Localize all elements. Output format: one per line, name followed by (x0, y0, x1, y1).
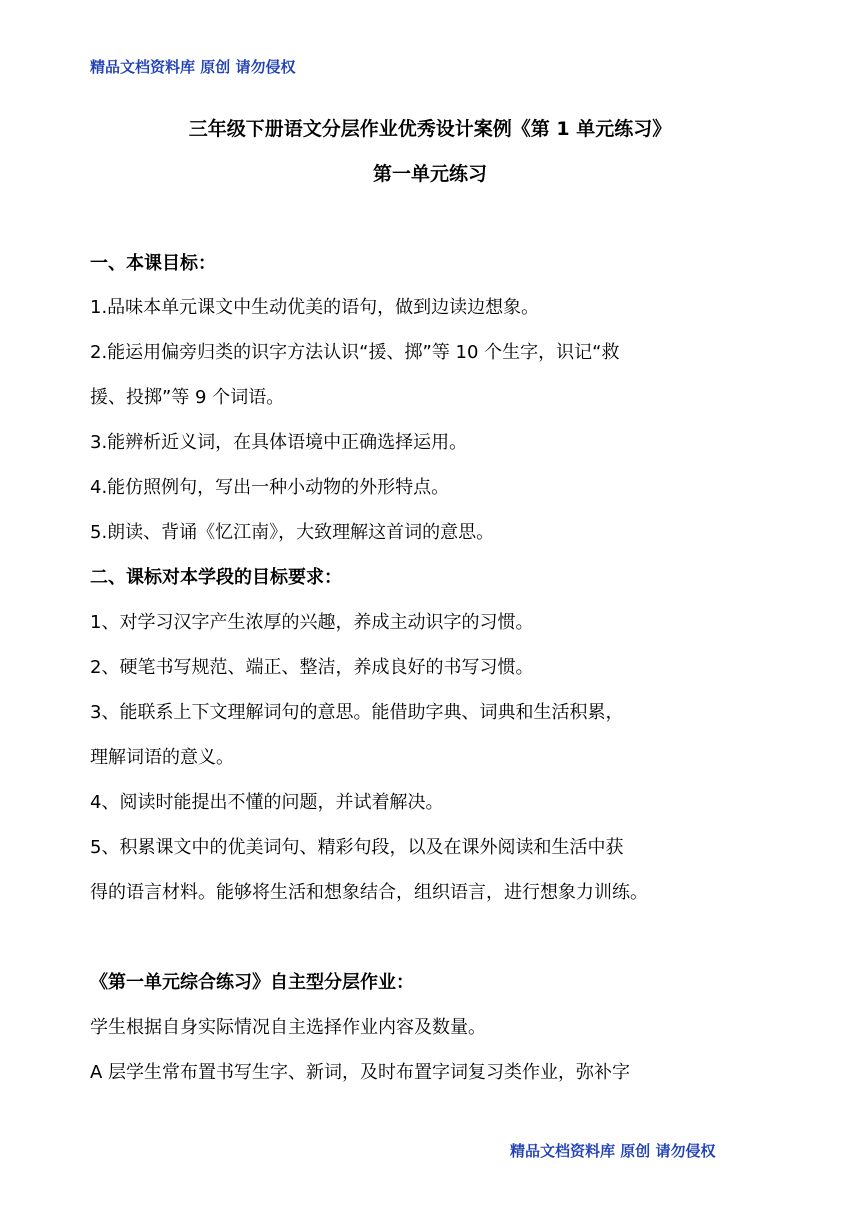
goal-line: 5.朗读、背诵《忆江南》，大致理解这首词的意思。 (90, 522, 495, 543)
standard-line: 5、积累课文中的优美词句、精彩句段，以及在课外阅读和生活中获 (90, 837, 624, 858)
section-heading-standards: 二、课标对本学段的目标要求： (90, 567, 342, 588)
section-heading-goals: 一、本课目标： (90, 253, 216, 274)
goal-line: 援、投掷”等 9 个词语。 (90, 387, 285, 408)
standard-line: 3、能联系上下文理解词句的意思。能借助字典、词典和生活积累， (90, 702, 624, 723)
watermark-footer: 精品文档资料库 原创 请勿侵权 (510, 1142, 716, 1160)
standard-line: 理解词语的意义。 (90, 747, 234, 768)
watermark-header: 精品文档资料库 原创 请勿侵权 (90, 58, 296, 76)
homework-line: A 层学生常布置书写生字、新词，及时布置字词复习类作业，弥补字 (90, 1062, 631, 1083)
section-heading-homework: 《第一单元综合练习》自主型分层作业： (90, 972, 414, 993)
goal-line: 1.品味本单元课文中生动优美的语句，做到边读边想象。 (90, 297, 540, 318)
goal-line: 2.能运用偏旁归类的识字方法认识“援、掷”等 10 个生字，识记“救 (90, 342, 620, 363)
standard-line: 1、对学习汉字产生浓厚的兴趣，养成主动识字的习惯。 (90, 612, 534, 633)
standard-line: 得的语言材料。能够将生活和想象结合，组织语言，进行想象力训练。 (90, 882, 648, 903)
goal-line: 3.能辨析近义词，在具体语境中正确选择运用。 (90, 432, 468, 453)
document-subtitle: 第一单元练习 (372, 163, 487, 185)
goal-line: 4.能仿照例句，写出一种小动物的外形特点。 (90, 477, 450, 498)
document-title: 三年级下册语文分层作业优秀设计案例《第 1 单元练习》 (188, 118, 672, 140)
standard-line: 2、硬笔书写规范、端正、整洁，养成良好的书写习惯。 (90, 657, 534, 678)
homework-line: 学生根据自身实际情况自主选择作业内容及数量。 (90, 1017, 486, 1038)
standard-line: 4、阅读时能提出不懂的问题，并试着解决。 (90, 792, 444, 813)
